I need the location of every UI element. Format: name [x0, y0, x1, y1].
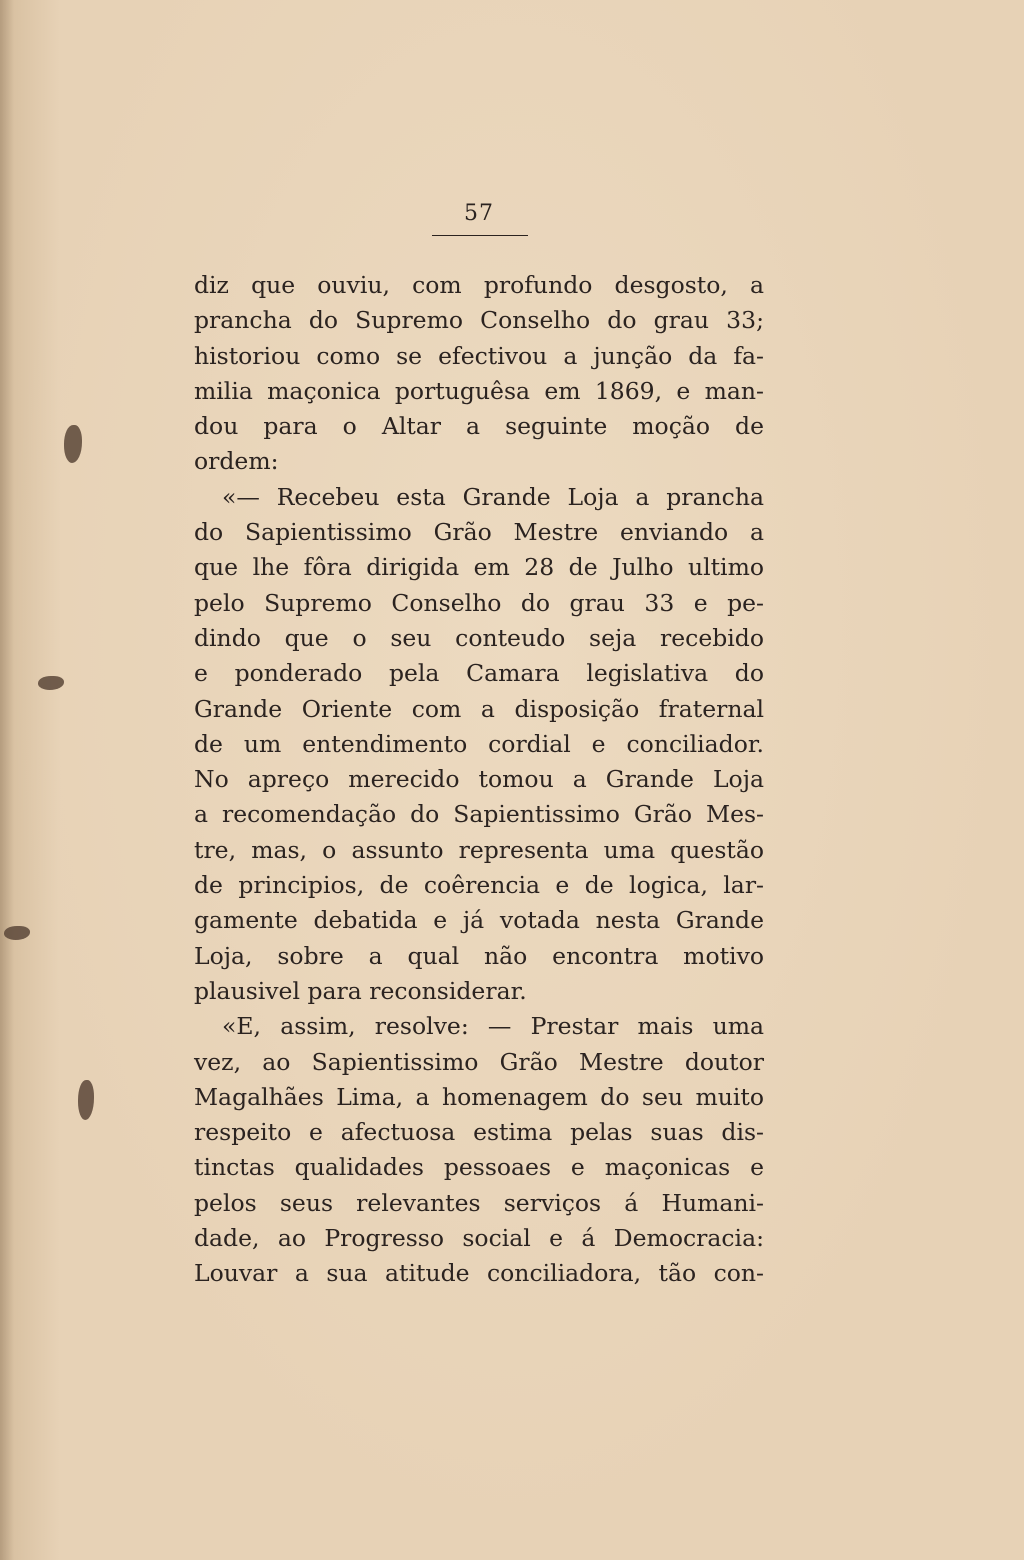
binding-hole-mark [4, 926, 30, 940]
text-line: No apreço merecido tomou a Grande Loja [194, 765, 764, 794]
binding-hole-mark [78, 1080, 94, 1120]
text-line: tre, mas, o assunto representa uma questão [194, 835, 764, 864]
text-line: «— Recebeu esta Grande Loja a prancha [222, 482, 764, 511]
text-line: historiou como se efectivou a junção da fa- [194, 341, 764, 370]
text-line: gamente debatida e já votada nesta Grande [194, 906, 764, 935]
text-line: dou para o Altar a seguinte moção de [194, 412, 764, 441]
text-line: de um entendimento cordial e conciliador. [194, 729, 764, 758]
text-line: dade, ao Progresso social e á Democracia: [194, 1224, 764, 1253]
body-text [194, 268, 764, 1292]
text-line: prancha do Supremo Conselho do grau 33; [194, 306, 764, 335]
page-number-rule [432, 235, 528, 236]
binding-hole-mark [64, 425, 82, 463]
text-line: a recomendação do Sapientissimo Grão Mes- [194, 800, 764, 829]
text-line: que lhe fôra dirigida em 28 de Julho ultimo [194, 553, 764, 582]
text-line: milia maçonica portuguêsa em 1869, e man- [194, 376, 764, 405]
text-line: Magalhães Lima, a homenagem do seu muito [194, 1082, 764, 1111]
text-line: do Sapientissimo Grão Mestre enviando a [194, 518, 764, 547]
text-line: plausivel para reconsiderar. [194, 976, 527, 1005]
text-line: Loja, sobre a qual não encontra motivo [194, 941, 764, 970]
text-line: ordem: [194, 447, 279, 476]
text-line: «E, assim, resolve: — Prestar mais uma [222, 1012, 764, 1041]
text-line: e ponderado pela Camara legislativa do [194, 659, 764, 688]
text-line: diz que ouviu, com profundo desgosto, a [194, 271, 764, 299]
page-edge-shadow [0, 0, 14, 1560]
binding-hole-mark [38, 676, 64, 690]
text-line: de principios, de coêrencia e de logica, lar- [194, 871, 764, 900]
text-line: pelos seus relevantes serviços á Humani- [194, 1188, 764, 1217]
page-number: 57 [464, 201, 494, 226]
text-line: respeito e afectuosa estima pelas suas dis- [194, 1118, 764, 1147]
text-line: Grande Oriente com a disposição fraternal [194, 694, 764, 723]
text-line: dindo que o seu conteudo seja recebido [194, 623, 764, 652]
text-line: tinctas qualidades pessoaes e maçonicas e [194, 1153, 764, 1182]
text-line: Louvar a sua atitude conciliadora, tão con- [194, 1259, 764, 1288]
text-line: pelo Supremo Conselho do grau 33 e pe- [194, 588, 764, 617]
text-line: vez, ao Sapientissimo Grão Mestre doutor [194, 1047, 764, 1076]
